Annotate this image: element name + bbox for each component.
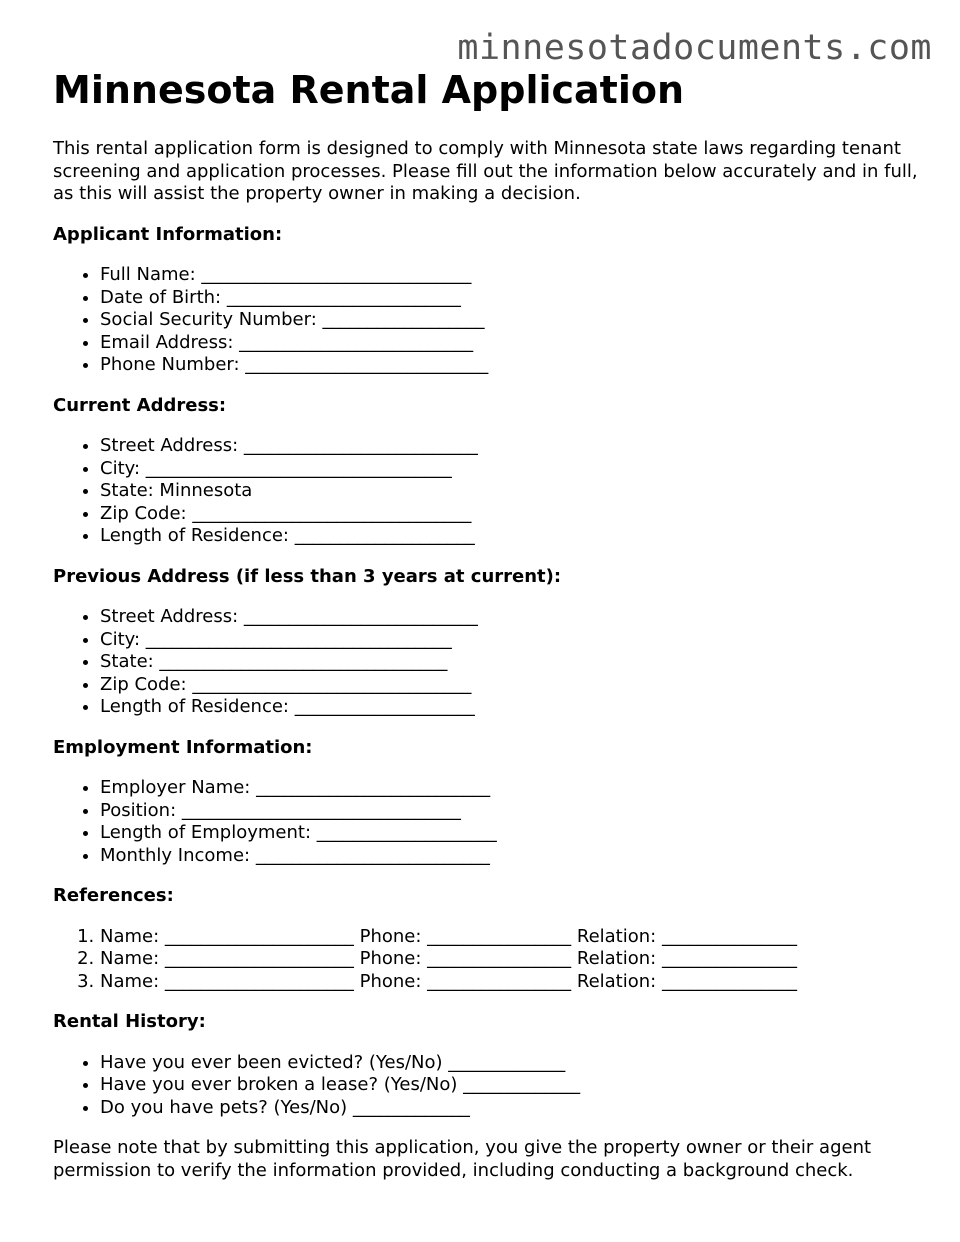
list-item: • Street Address: __________________________	[100, 606, 923, 629]
intro-paragraph: This rental application form is designed to comply with Minnesota state laws regarding tenant screening and application processes. Please fill out the information below accurately and in full, as this will assist the property owner in making a decision.	[53, 138, 918, 204]
list-item: • State: ________________________________	[100, 651, 923, 674]
rental-history-list	[53, 1052, 923, 1120]
list-item: 1. Name: _____________________ Phone: ________________ Relation: _______________	[100, 926, 923, 949]
list-item: • Length of Residence: ____________________	[100, 525, 923, 548]
references-list	[53, 926, 923, 994]
list-item: • Length of Employment: ____________________	[100, 822, 923, 845]
section-heading-rental-history: Rental History:	[53, 1011, 206, 1032]
list-item: • Email Address: __________________________	[100, 332, 923, 355]
list-item: • Monthly Income: __________________________	[100, 845, 923, 868]
list-item: • Do you have pets? (Yes/No) _____________	[100, 1097, 923, 1120]
current-address-list	[53, 435, 923, 548]
page-title: Minnesota Rental Application	[53, 68, 685, 112]
list-item: • Phone Number: ___________________________	[100, 354, 923, 377]
list-item: • State: Minnesota	[100, 480, 923, 503]
list-item: • Zip Code: _______________________________	[100, 674, 923, 697]
document-body	[53, 66, 923, 1182]
list-item: • Full Name: ______________________________	[100, 264, 923, 287]
section-heading-current-address: Current Address:	[53, 394, 227, 416]
employment-list	[53, 777, 923, 867]
list-item: • City: __________________________________	[100, 458, 923, 481]
list-item: • Position: _______________________________	[100, 800, 923, 823]
previous-address-list	[53, 606, 923, 719]
applicant-list	[53, 264, 923, 377]
list-item: • Date of Birth: __________________________	[100, 287, 923, 310]
section-heading-applicant: Applicant Information:	[53, 223, 283, 245]
section-heading-previous-address: Previous Address (if less than 3 years at current):	[53, 565, 562, 587]
section-heading-employment: Employment Information:	[53, 736, 313, 758]
list-item: • Zip Code: _______________________________	[100, 503, 923, 526]
list-item: • Have you ever broken a lease? (Yes/No) _____________	[100, 1074, 923, 1097]
closing-paragraph: Please note that by submitting this application, you give the property owner or their agent permission to verify the information provided, including conducting a background check.	[53, 1137, 872, 1181]
list-item: • Length of Residence: ____________________	[100, 696, 923, 719]
list-item: • Street Address: __________________________	[100, 435, 923, 458]
list-item: 3. Name: _____________________ Phone: ________________ Relation: _______________	[100, 971, 923, 994]
list-item: • Have you ever been evicted? (Yes/No) _____________	[100, 1052, 923, 1075]
watermark: minnesotadocuments.com	[457, 28, 932, 68]
list-item: 2. Name: _____________________ Phone: ________________ Relation: _______________	[100, 948, 923, 971]
list-item: • Social Security Number: __________________	[100, 309, 923, 332]
list-item: • Employer Name: __________________________	[100, 777, 923, 800]
section-heading-references: References:	[53, 885, 174, 906]
list-item: • City: __________________________________	[100, 629, 923, 652]
